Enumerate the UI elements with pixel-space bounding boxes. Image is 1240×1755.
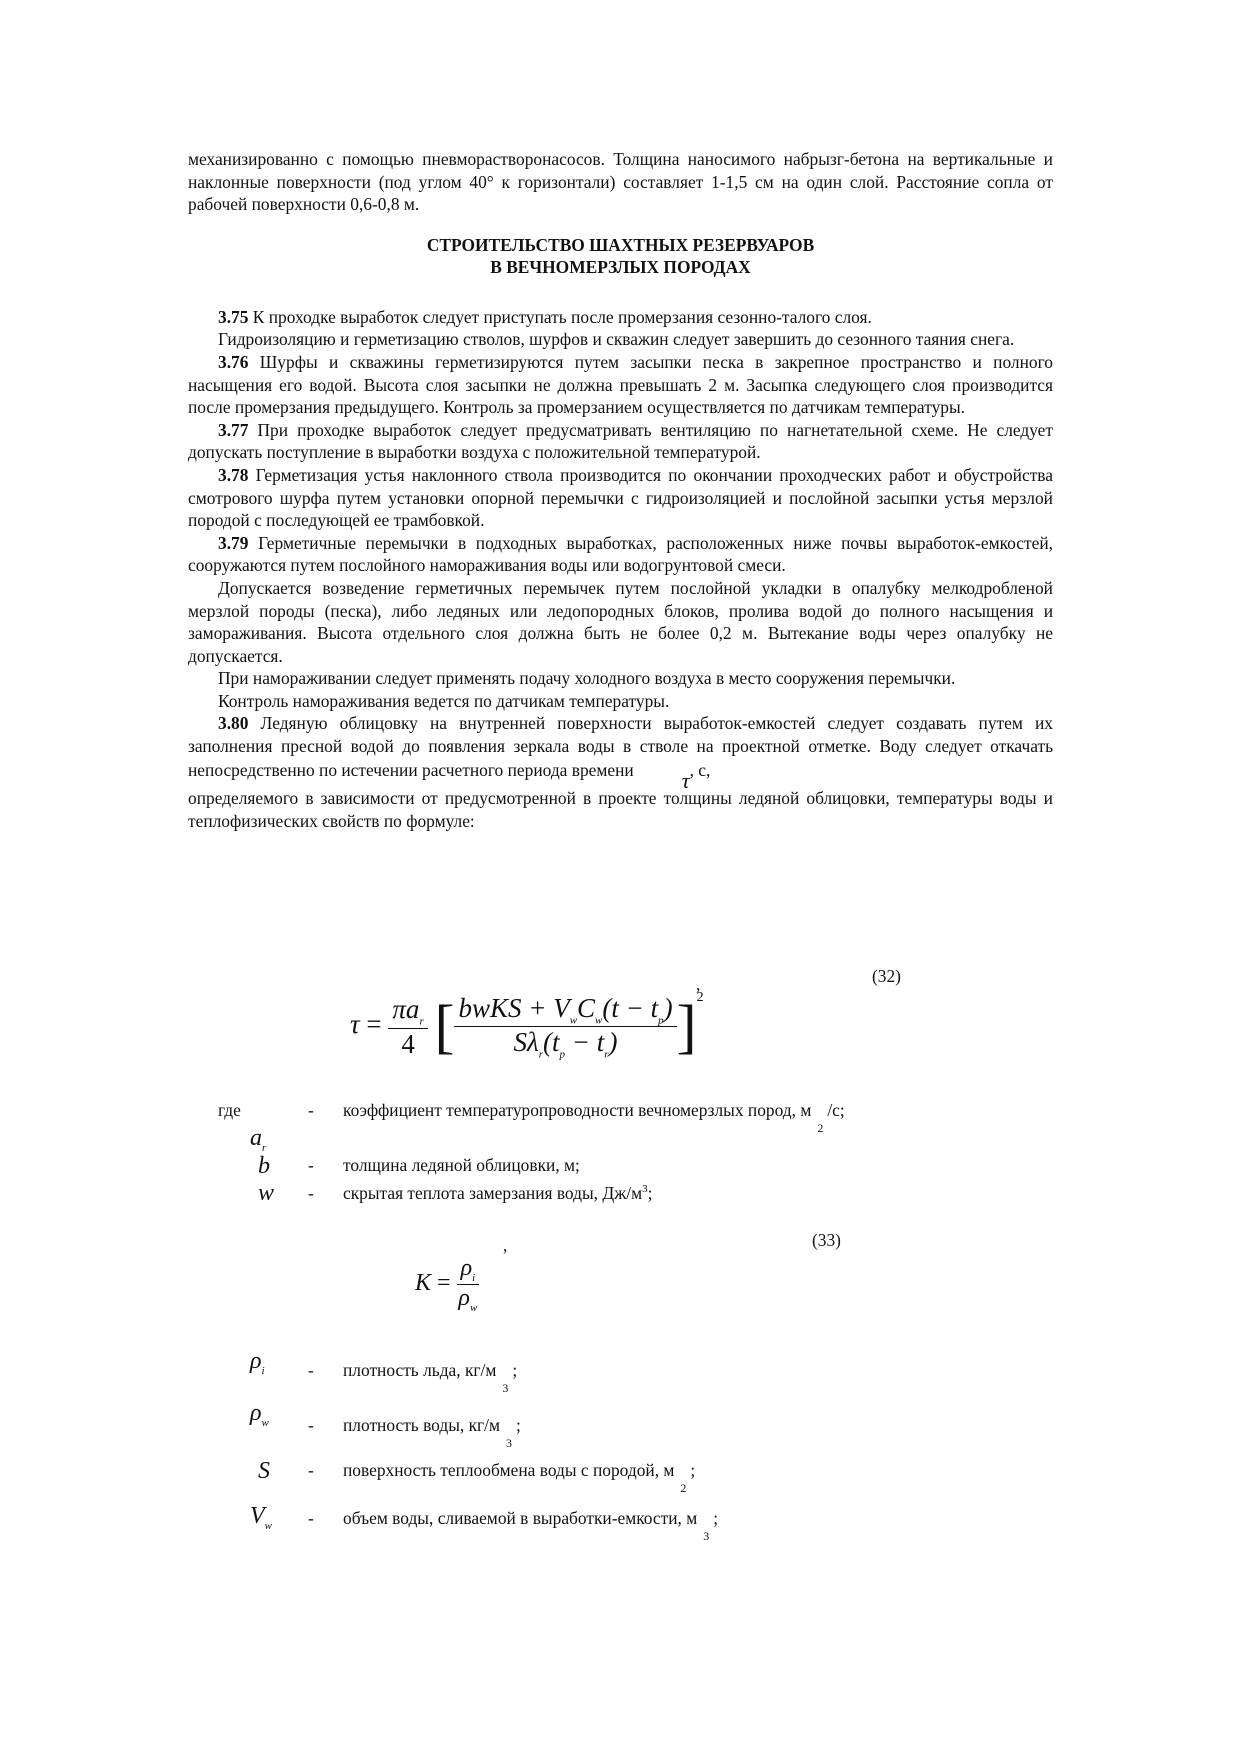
paragraph — [188, 328, 1053, 351]
dash: - — [308, 1508, 314, 1528]
paragraph — [188, 351, 1053, 419]
dash: - — [308, 1360, 314, 1380]
definition-text: объем воды, сливаемой в выработки-емкости, $м_3$; — [343, 1508, 719, 1543]
clause-text: , с, — [689, 759, 711, 780]
clause-text: При намораживании следует применять подачу холодного воздуха в место сооружения перемычки. — [218, 668, 956, 689]
definition-text: плотность льда, $кг/м_3$; — [343, 1360, 518, 1395]
paragraph — [188, 690, 1053, 713]
definition-text: поверхность теплообмена воды с породой, $м_2$; — [343, 1460, 696, 1495]
symbol: $a_r$ — [250, 1125, 267, 1154]
paragraph — [188, 667, 1053, 690]
clause-text: Герметизация устья наклонного ствола производится по окончании проходческих работ и обустройства смотрового шурфа путем установки опорной перемычки с гидроизоляцией и послойной засыпки устья мерзлой породой с последующей ее трамбовкой. — [188, 464, 1053, 531]
definition-text: скрытая теплота замерзания воды, $Дж/м^3$; — [343, 1183, 653, 1203]
paragraph — [188, 306, 1053, 329]
paragraph — [188, 532, 1053, 577]
tau-symbol: τ — [681, 767, 690, 793]
unit-exponent: 3 — [703, 1529, 710, 1543]
clause-number: 3.78 — [218, 464, 249, 485]
paragraph-3-80 — [188, 712, 1053, 793]
intro-paragraph: механизированно с помощью пневморастворонасосов. Толщина наносимого набрызг-бетона на вертикальные и наклонные поверхности (под углом 40° к горизонтали) составляет 1-1,5 см на один слой. Расстояние сопла от рабочей поверхности 0,6-0,8 м. — [188, 149, 1053, 215]
clause-number: 3.80 — [218, 713, 249, 734]
clause-text: Допускается возведение герметичных перемычек путем послойной укладки в опалубку мелкодробленой мерзлой породы (песка), либо ледяных или ледопородных блоков, пролива водой до полного насыщения и замораживания. Высота отдельного слоя должна быть не более 0,2 м. Вытекание воды через опалубку не допускается. — [188, 577, 1053, 666]
clause-number: 3.77 — [218, 419, 249, 440]
equation-number-32: (32) — [872, 966, 901, 986]
unit-exponent: 3 — [502, 1381, 509, 1395]
where-label: где — [218, 1100, 241, 1120]
clause-number: 3.76 — [218, 351, 249, 372]
unit-exponent: 2 — [817, 1121, 824, 1135]
formula-33: K = $\frac{\rho_i}{\rho_w}$ — [415, 1255, 478, 1314]
clause-text: Герметичные перемычки в подходных выработках, расположенных ниже почвы выработок-емкостей, сооружаются путем послойного намораживания воды или водогрунтовой смеси. — [188, 532, 1053, 576]
paragraph-3-80-cont: определяемого в зависимости от предусмотренной в проекте толщины ледяной облицовки, температуры воды и теплофизических свойств по формуле: — [188, 788, 1053, 831]
dash: - — [308, 1155, 314, 1175]
heading-line: СТРОИТЕЛЬСТВО ШАХТНЫХ РЕЗЕРВУАРОВ — [426, 234, 815, 255]
symbol: S — [258, 1458, 270, 1484]
unit-exponent: 3 — [642, 1183, 648, 1196]
unit-tail: ; — [647, 1183, 653, 1203]
dash: - — [308, 1183, 314, 1203]
formula-comma: , — [503, 1235, 508, 1255]
symbol: $V_w$ — [250, 1503, 273, 1532]
formula-32: τ = $\frac{\pi a_r}{4}$ [ $\frac{bwKS + V_wC_w(t - t_p)}{S\lambda_r(t_p - t_r)}$ ]$^2$ — [350, 990, 704, 1061]
definition-text: плотность воды, $кг/м_3$; — [343, 1415, 521, 1450]
clause-number: 3.75 — [218, 306, 249, 327]
definition-text: толщина ледяной облицовки, м; — [343, 1155, 580, 1175]
symbol: $\rho_i$ — [250, 1348, 265, 1377]
paragraph — [188, 577, 1053, 667]
dash: - — [308, 1100, 314, 1120]
clause-text: К проходке выработок следует приступать после промерзания сезонно-талого слоя. — [248, 306, 872, 327]
clause-text: Гидроизоляцию и герметизацию стволов, шурфов и скважин следует завершить до сезонного таяния снега. — [218, 329, 1015, 350]
symbol: $\rho_w$ — [250, 1400, 269, 1429]
unit-tail: ; — [512, 1360, 518, 1380]
unit-tail: /с; — [827, 1100, 845, 1120]
clause-text: Контроль намораживания ведется по датчикам температуры. — [218, 690, 670, 711]
clause-text: Шурфы и скважины герметизируются путем засыпки песка в закрепное пространство и полного насыщения его водой. Высота слоя засыпки не должна превышать 2 м. Засыпка следующего слоя производится после промерзания предыдущего. Контроль за промерзанием осуществляется по датчикам температуры. — [188, 351, 1053, 418]
section-heading — [188, 234, 1053, 278]
heading-line: В ВЕЧНОМЕРЗЛЫХ ПОРОДАХ — [490, 256, 751, 277]
dash: - — [308, 1415, 314, 1435]
clause-text: Ледяную облицовку на внутренней поверхности выработок-емкостей следует создавать путем их заполнения пресной водой до появления зеркала воды в стволе на проектной отметке. Воду следует откачать непосредственно по истечении расчетного периода времени — [188, 713, 1053, 780]
symbol: w — [258, 1180, 275, 1206]
formula-comma: , — [696, 974, 701, 994]
clause-number: 3.79 — [218, 532, 249, 553]
unit-exponent: 2 — [680, 1481, 687, 1495]
unit-tail: ; — [516, 1415, 521, 1435]
symbol: b — [258, 1153, 270, 1179]
paragraph — [188, 464, 1053, 532]
unit-tail: ; — [713, 1508, 719, 1528]
equation-number-33: (33) — [812, 1230, 841, 1250]
definition-text: коэффициент температуропроводности вечномерзлых пород, $м_2/с$; — [343, 1100, 845, 1135]
dash: - — [308, 1460, 314, 1480]
paragraph — [188, 419, 1053, 464]
unit-exponent: 3 — [506, 1436, 513, 1450]
unit-tail: ; — [690, 1460, 696, 1480]
clause-text: При проходке выработок следует предусматривать вентиляцию по нагнетательной схеме. Не следует допускать поступление в выработки воздуха с положительной температурой. — [188, 419, 1053, 463]
